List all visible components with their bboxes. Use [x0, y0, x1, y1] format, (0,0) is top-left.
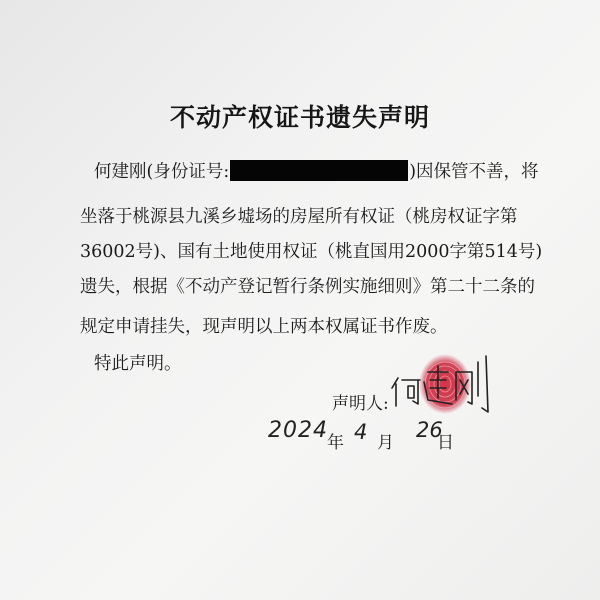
page-title: 不动产权证书遗失声明	[169, 103, 430, 132]
statement-line-3: 36002号)、国有土地使用权证（桃直国用2000字第514号)	[80, 242, 543, 262]
date-day: 26	[416, 418, 443, 442]
statement-line-1-end: )因保管不善，将	[409, 162, 539, 182]
date-year-suffix: 年	[327, 433, 344, 453]
handwritten-signature	[392, 356, 488, 412]
date-month-suffix: 月	[377, 433, 394, 453]
declarant-label: 声明人:	[332, 394, 389, 414]
statement-line-5: 规定申请挂失，现声明以上两本权属证书作废。	[80, 317, 448, 337]
date-month: 4	[354, 420, 368, 444]
statement-line-1	[94, 158, 539, 183]
statement-line-1-start: 何建刚(身份证号:	[94, 162, 230, 182]
date-year: 2024	[268, 418, 328, 443]
date-day-suffix: 日	[437, 433, 454, 453]
statement-line-2: 坐落于桃源县九溪乡墟场的房屋所有权证（桃房权证字第	[80, 207, 518, 227]
fingerprint-stamp	[419, 354, 471, 414]
statement-line-4: 遗失，根据《不动产登记暂行条例实施细则》第二十二条的	[80, 277, 535, 297]
closing-line: 特此声明。	[94, 354, 182, 374]
redacted-id-number	[230, 160, 408, 181]
